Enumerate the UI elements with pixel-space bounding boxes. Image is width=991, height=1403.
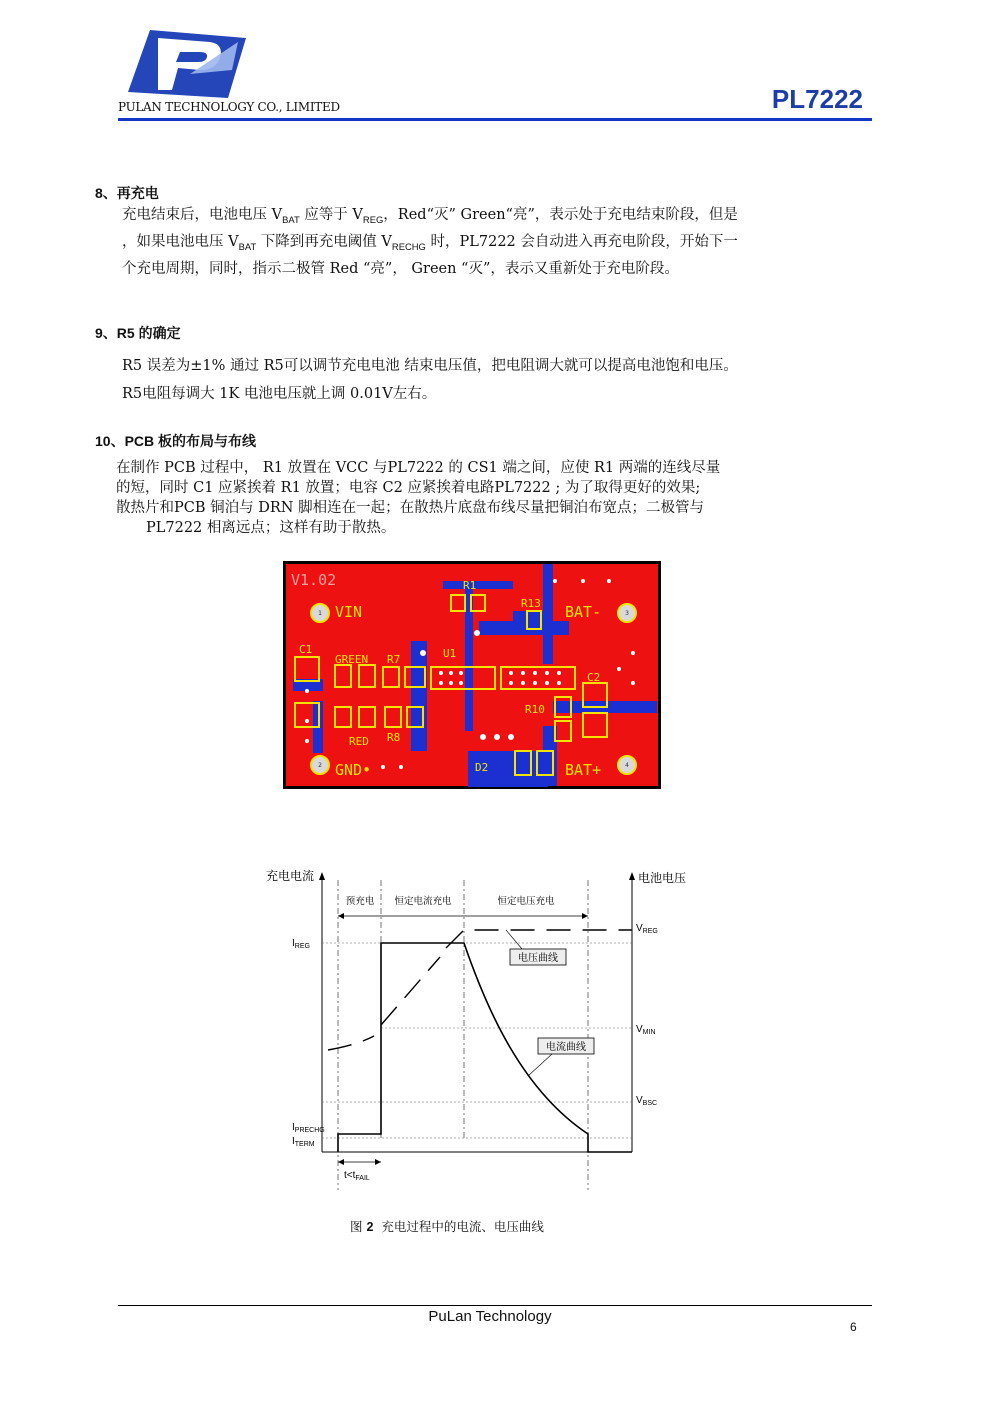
s9-line1: R5 误差为±1% 通过 R5可以调节充电电池 结束电压值，把电阻调大就可以提高电池饱和电压。 — [122, 358, 738, 374]
pcb-label-c1: C1 — [299, 643, 313, 656]
section-9-body — [122, 352, 862, 408]
s10-line3: 散热片和PCB 铜泊与 DRN 脚相连在一起；在散热片底盘布线尽量把铜泊布宽点；二极管与 — [116, 500, 705, 516]
section-8-title: 8、再充电 — [95, 185, 159, 201]
pcb-label-c2: C2 — [587, 671, 601, 684]
pcb-label-r7: R7 — [387, 653, 401, 666]
tick-iterm: $I_{TERM}$ — [292, 1136, 315, 1148]
pcb-label-r10: R10 — [525, 703, 545, 716]
annotation-voltage-curve: 电压曲线 — [518, 953, 558, 964]
s10-line2: 的短，同时 C1 应紧挨着 R1 放置；电容 C2 应紧挨着电路PL7222 ; 为了取得更好的效果; — [116, 480, 701, 496]
series-voltage-curve — [328, 930, 632, 1050]
pcb-bat-minus-label: BAT- — [565, 603, 602, 621]
annotation-current-curve: 电流曲线 — [546, 1042, 586, 1053]
tick-iprechg: $I_{PRECHG}$ — [292, 1122, 325, 1134]
tick-vreg: $V_{REG}$ — [636, 923, 658, 935]
s9-line2: R5电阻每调大 1K 电池电压就上调 0.01V左右。 — [122, 386, 437, 402]
pcb-label-r8: R8 — [387, 731, 401, 744]
phase-cc: 恒定电流充电 — [394, 896, 452, 907]
section-10-title: 10、PCB 板的布局与布线 — [95, 433, 257, 449]
pcb-gnd-label: GND• — [335, 761, 372, 779]
pcb-label-green: GREEN — [335, 653, 369, 666]
section-9-title: 9、R5 的确定 — [95, 325, 181, 341]
pcb-label-r13: R13 — [521, 597, 541, 610]
ylabel-right: 电池电压 — [638, 871, 687, 885]
section-10-body — [116, 458, 836, 538]
company-logo — [128, 30, 246, 98]
s8-line2: ，如果电池电压 $V_{BAT}$ 下降到再充电阈值 $V_{RECHG}$ 时，PL7222 会自动进入再充电阶段，开始下一 — [122, 233, 738, 252]
charge-curve-chart — [262, 860, 722, 1200]
right-axis-arrow-icon — [629, 872, 635, 880]
figure-caption: 图 2 充电过程中的电流、电压曲线 — [350, 1219, 544, 1234]
page-number: 6 — [850, 1320, 857, 1334]
pcb-label-d2: D2 — [475, 761, 489, 774]
pcb-bat-plus-label: BAT+ — [565, 761, 602, 779]
pcb-pad-3: 3 — [625, 610, 629, 617]
s10-line4: PL7222 相离远点；这样有助于散热。 — [146, 520, 396, 536]
pcb-version: V1.02 — [291, 571, 337, 589]
footer-rule — [118, 1305, 872, 1306]
pcb-label-u1: U1 — [443, 647, 457, 660]
phase-cv: 恒定电压充电 — [497, 896, 555, 907]
tick-vmin: $V_{MIN}$ — [636, 1024, 656, 1036]
s8-line3: 个充电周期，同时，指示二极管 Red “亮”， Green “灭”，表示又重新处于充电阶段。 — [122, 260, 679, 277]
company-name: PULAN TECHNOLOGY CO., LIMITED — [118, 100, 340, 114]
product-title: PL7222 — [771, 84, 863, 114]
header-rule — [118, 118, 872, 121]
tick-vbsc: $V_{BSC}$ — [636, 1095, 658, 1107]
pcb-pad-2: 2 — [318, 762, 322, 769]
pcb-label-r1: R1 — [463, 579, 477, 592]
tick-ireg: $I_{REG}$ — [292, 938, 310, 950]
s10-line1: 在制作 PCB 过程中， R1 放置在 VCC 与PL7222 的 CS1 端之间，应使 R1 两端的连线尽量 — [116, 460, 721, 476]
pcb-label-red: RED — [349, 735, 369, 748]
pcb-pad-4: 4 — [625, 762, 629, 769]
left-axis-arrow-icon — [319, 872, 325, 880]
pcb-pad-1: 1 — [318, 610, 322, 617]
time-label: $t<t_{FAIL}$ — [344, 1170, 370, 1182]
ylabel-left: 充电电流 — [266, 869, 315, 883]
pcb-layout-image — [283, 561, 661, 789]
phase-precharge: 预充电 — [345, 896, 375, 907]
pcb-vin-label: VIN — [335, 603, 363, 621]
footer-text: PuLan Technology — [428, 1308, 552, 1325]
section-8-body — [122, 204, 862, 280]
s8-line1: 充电结束后，电池电压 $V_{BAT}$ 应等于 $V_{REG}$，Red“灭” Green“亮”，表示处于充电结束阶段，但是 — [122, 207, 738, 225]
